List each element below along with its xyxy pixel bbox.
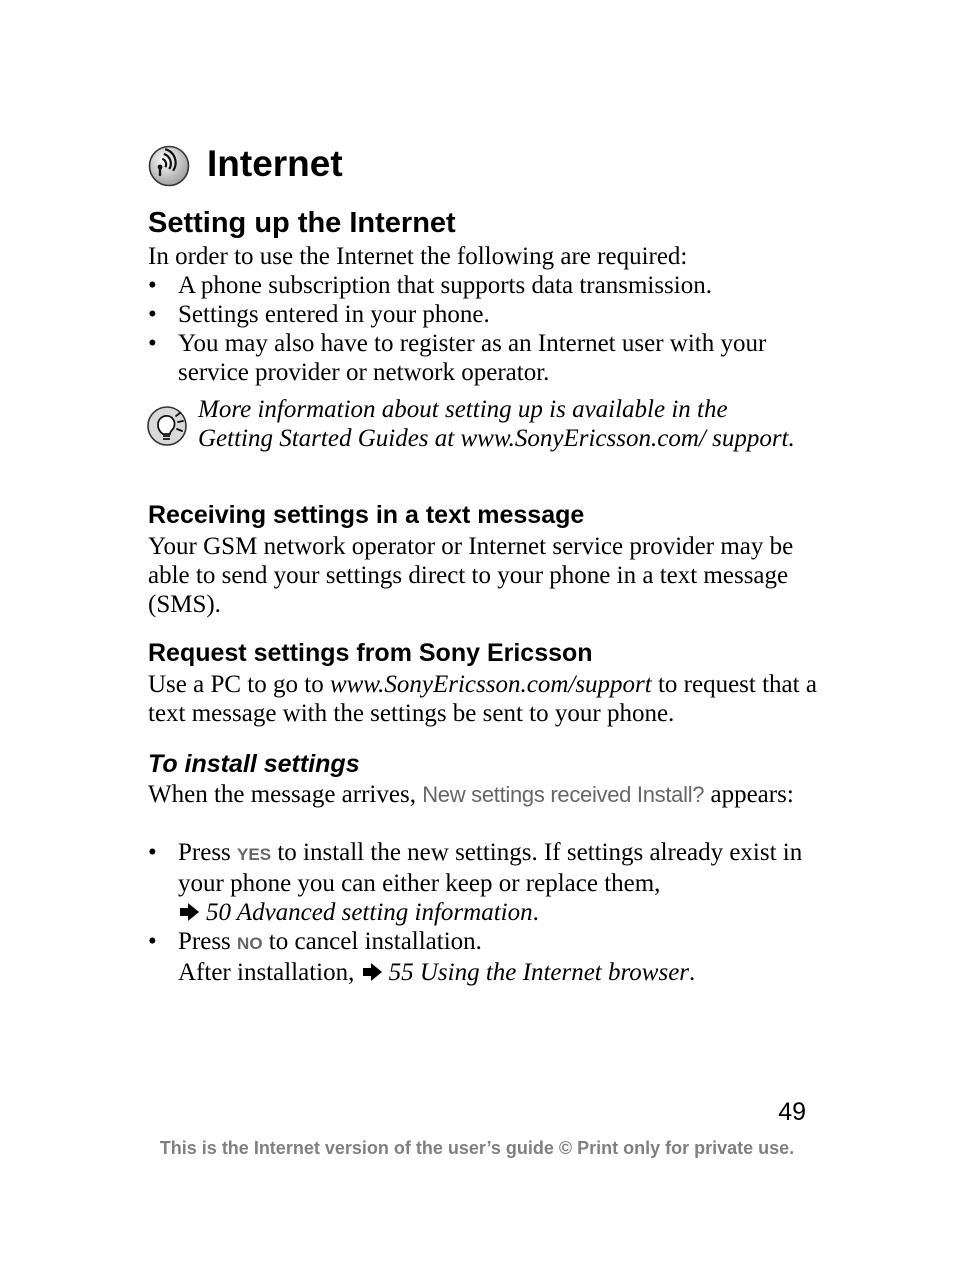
install-title: To install settings: [148, 750, 360, 778]
section-intro: In order to use the Internet the following are required:: [148, 243, 688, 270]
step-text: to install the new settings. If settings already exist in your phone you can either keep or replace them,: [178, 839, 803, 897]
request-text: Use a PC to go to: [148, 671, 330, 698]
receiving-title: Receiving settings in a text message: [148, 501, 585, 529]
receiving-body: Your GSM network operator or Internet service provider may be able to send your settings direct to your phone in a text message (SMS).: [148, 533, 794, 618]
install-intro-text: appears:: [704, 781, 794, 808]
step-text: to cancel installation.: [262, 928, 482, 955]
step-text: After installation,: [178, 959, 355, 986]
list-item: • A phone subscription that supports data transmission.: [148, 271, 828, 300]
no-key: NO: [237, 934, 263, 953]
ui-message: New settings received Install?: [422, 782, 705, 807]
step-text: .: [689, 959, 696, 986]
internet-signal-icon: [148, 145, 190, 187]
section-title: Setting up the Internet: [148, 207, 456, 239]
lightbulb-tip-icon: [146, 405, 188, 447]
footer-notice: This is the Internet version of the user’s guide © Print only for private use.: [159, 1138, 795, 1158]
step-text: Press: [178, 839, 238, 866]
support-url: www.SonyEricsson.com/support: [329, 671, 652, 698]
arrow-right-icon: [178, 902, 200, 922]
page-number: 49: [778, 1098, 806, 1126]
chapter-title: Internet: [207, 143, 343, 184]
list-item: [148, 927, 828, 987]
list-item: • Settings entered in your phone.: [148, 300, 828, 329]
install-intro: [148, 780, 818, 809]
install-steps: [148, 838, 828, 987]
request-title: Request settings from Sony Ericsson: [148, 639, 593, 667]
install-intro-text: When the message arrives,: [148, 781, 423, 808]
yes-key: YES: [237, 845, 272, 864]
list-item: • You may also have to register as an Internet user with your service provider or network operator.: [148, 329, 828, 387]
step-text: Press: [178, 928, 238, 955]
list-item: [148, 838, 828, 927]
cross-reference: 50 Advanced setting information: [206, 899, 533, 926]
arrow-right-icon: [361, 962, 383, 982]
cross-reference: 55 Using the Internet browser: [388, 959, 690, 986]
tip-text: More information about setting up is available in the Getting Started Guides at www.SonyEricsson.com/ support.: [198, 396, 795, 452]
request-text: to request that a text message with the settings be sent to your phone.: [148, 671, 817, 727]
request-body: [148, 670, 818, 728]
step-text: .: [532, 899, 539, 926]
requirements-list: [148, 271, 828, 387]
